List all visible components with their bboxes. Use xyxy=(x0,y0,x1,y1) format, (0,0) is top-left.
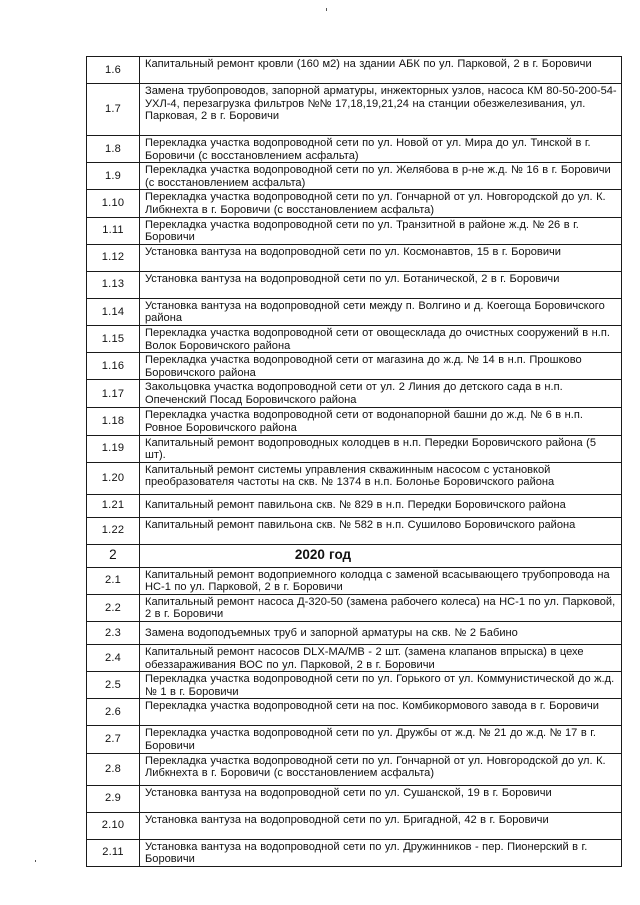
row-description: Закольцовка участка водопроводной сети от ул. 2 Линия до детского сада в н.п. Опеченский Посад Боровичского района xyxy=(140,380,622,408)
row-description: Перекладка участка водопроводной сети на пос. Комбикормового завода в г. Боровичи xyxy=(140,699,622,726)
table-row xyxy=(87,353,622,380)
row-number: 2.3 xyxy=(87,622,140,645)
row-number: 2.7 xyxy=(87,726,140,753)
table-row xyxy=(87,462,622,494)
table-row xyxy=(87,672,622,699)
row-number: 2.6 xyxy=(87,699,140,726)
row-description: Перекладка участка водопроводной сети по ул. Горького от ул. Коммунистической до ж.д. № 1 в г. Боровичи xyxy=(140,672,622,699)
row-description: Капитальный ремонт насоса Д-320-50 (замена рабочего колеса) на НС-1 по ул. Парковой, 2 в г. Боровичи xyxy=(140,594,622,621)
row-description: Капитальный ремонт павильона скв. № 829 в н.п. Передки Боровичского района xyxy=(140,494,622,517)
row-number: 1.22 xyxy=(87,517,140,544)
row-description: Установка вантуза на водопроводной сети между п. Волгино и д. Коегоща Боровичского района xyxy=(140,298,622,325)
table-row xyxy=(87,190,622,217)
row-number: 1.7 xyxy=(87,84,140,136)
row-number: 1.15 xyxy=(87,325,140,352)
row-number: 1.16 xyxy=(87,353,140,380)
table-row xyxy=(87,517,622,544)
row-number: 1.18 xyxy=(87,408,140,435)
table-row xyxy=(87,136,622,163)
row-description: Замена водоподъемных труб и запорной арматуры на скв. № 2 Бабино xyxy=(140,622,622,645)
row-number: 1.17 xyxy=(87,380,140,408)
row-number: 2.1 xyxy=(87,567,140,594)
row-number: 2.11 xyxy=(87,839,140,866)
table-row xyxy=(87,494,622,517)
row-number: 2.9 xyxy=(87,785,140,812)
row-number: 2 xyxy=(87,544,140,567)
row-number: 1.13 xyxy=(87,271,140,298)
table-row xyxy=(87,812,622,839)
scan-mark-left xyxy=(35,860,36,862)
row-description: Перекладка участка водопроводной сети от магазина до ж.д. № 14 в н.п. Прошково Боровичского района xyxy=(140,353,622,380)
scan-mark-top xyxy=(326,8,327,11)
row-description: Перекладка участка водопроводной сети по ул. Транзитной в районе ж.д. № 26 в г. Боровичи xyxy=(140,217,622,244)
table-row xyxy=(87,699,622,726)
table-row xyxy=(87,217,622,244)
row-number: 2.4 xyxy=(87,645,140,672)
table-row xyxy=(87,380,622,408)
table-row xyxy=(87,244,622,271)
table-row xyxy=(87,298,622,325)
row-description: Перекладка участка водопроводной сети по ул. Желябова в р-не ж.д. № 16 в г. Боровичи (с восстановлением асфальта) xyxy=(140,163,622,190)
row-description: Замена трубопроводов, запорной арматуры, инжекторных узлов, насоса КМ 80-50-200-54-УХЛ-4, перезагрузка фильтров №№ 17,18,19,21,24 на станции обезжелезивания, ул. Парковая, 2 в г. Боровичи xyxy=(140,84,622,136)
row-number: 1.10 xyxy=(87,190,140,217)
table-row xyxy=(87,57,622,84)
row-description: Перекладка участка водопроводной сети по ул. Новой от ул. Мира до ул. Тинской в г. Боровичи (с восстановлением асфальта) xyxy=(140,136,622,163)
row-number: 1.20 xyxy=(87,462,140,494)
row-number: 2.5 xyxy=(87,672,140,699)
table-row xyxy=(87,622,622,645)
row-description: Капитальный ремонт системы управления скважинным насосом с установкой преобразователя частоты на скв. № 1374 в н.п. Болонье Боровичского района xyxy=(140,462,622,494)
row-number: 1.8 xyxy=(87,136,140,163)
row-description: Установка вантуза на водопроводной сети по ул. Ботанической, 2 в г. Боровичи xyxy=(140,271,622,298)
table-row xyxy=(87,325,622,352)
row-description: Перекладка участка водопроводной сети по ул. Дружбы от ж.д. № 21 до ж.д. № 17 в г. Боровичи xyxy=(140,726,622,753)
table-row xyxy=(87,594,622,621)
row-number: 2.10 xyxy=(87,812,140,839)
row-number: 1.12 xyxy=(87,244,140,271)
row-description: Капитальный ремонт насосов DLX-MA/MB - 2 шт. (замена клапанов впрыска) в цехе обеззараживания ВОС по ул. Парковой, 2 в г. Боровичи xyxy=(140,645,622,672)
row-description: Установка вантуза на водопроводной сети по ул. Космонавтов, 15 в г. Боровичи xyxy=(140,244,622,271)
section-title: 2020 год xyxy=(140,544,622,567)
table-row xyxy=(87,567,622,594)
table-row xyxy=(87,726,622,753)
table-row xyxy=(87,84,622,136)
works-table xyxy=(86,56,622,867)
row-description: Капитальный ремонт водоприемного колодца с заменой всасывающего трубопровода на НС-1 по ул. Парковой, 2 в г. Боровичи xyxy=(140,567,622,594)
table-row xyxy=(87,839,622,866)
row-description: Установка вантуза на водопроводной сети по ул. Дружинников - пер. Пионерский в г. Боровичи xyxy=(140,839,622,866)
row-description: Капитальный ремонт кровли (160 м2) на здании АБК по ул. Парковой, 2 в г. Боровичи xyxy=(140,57,622,84)
table-row xyxy=(87,785,622,812)
table-row xyxy=(87,408,622,435)
row-description: Капитальный ремонт павильона скв. № 582 в н.п. Сушилово Боровичского района xyxy=(140,517,622,544)
table-section-row xyxy=(87,544,622,567)
row-description: Установка вантуза на водопроводной сети по ул. Бригадной, 42 в г. Боровичи xyxy=(140,812,622,839)
row-description: Капитальный ремонт водопроводных колодцев в н.п. Передки Боровичского района (5 шт). xyxy=(140,435,622,462)
table-row xyxy=(87,163,622,190)
table-row xyxy=(87,753,622,785)
row-number: 2.8 xyxy=(87,753,140,785)
row-number: 2.2 xyxy=(87,594,140,621)
table-row xyxy=(87,271,622,298)
table-row xyxy=(87,435,622,462)
row-number: 1.14 xyxy=(87,298,140,325)
row-description: Перекладка участка водопроводной сети от водонапорной башни до ж.д. № 6 в н.п. Ровное Боровичского района xyxy=(140,408,622,435)
works-table-body xyxy=(87,57,622,867)
table-row xyxy=(87,645,622,672)
row-number: 1.9 xyxy=(87,163,140,190)
row-description: Перекладка участка водопроводной сети по ул. Гончарной от ул. Новгородской до ул. К. Либкнехта в г. Боровичи (с восстановлением асфальта) xyxy=(140,190,622,217)
row-description: Установка вантуза на водопроводной сети по ул. Сушанской, 19 в г. Боровичи xyxy=(140,785,622,812)
row-description: Перекладка участка водопроводной сети по ул. Гончарной от ул. Новгородской до ул. К. Либкнехта в г. Боровичи (с восстановлением асфальта) xyxy=(140,753,622,785)
row-number: 1.21 xyxy=(87,494,140,517)
row-number: 1.11 xyxy=(87,217,140,244)
row-description: Перекладка участка водопроводной сети от овощесклада до очистных сооружений в н.п. Волок Боровичского района xyxy=(140,325,622,352)
row-number: 1.6 xyxy=(87,57,140,84)
row-number: 1.19 xyxy=(87,435,140,462)
